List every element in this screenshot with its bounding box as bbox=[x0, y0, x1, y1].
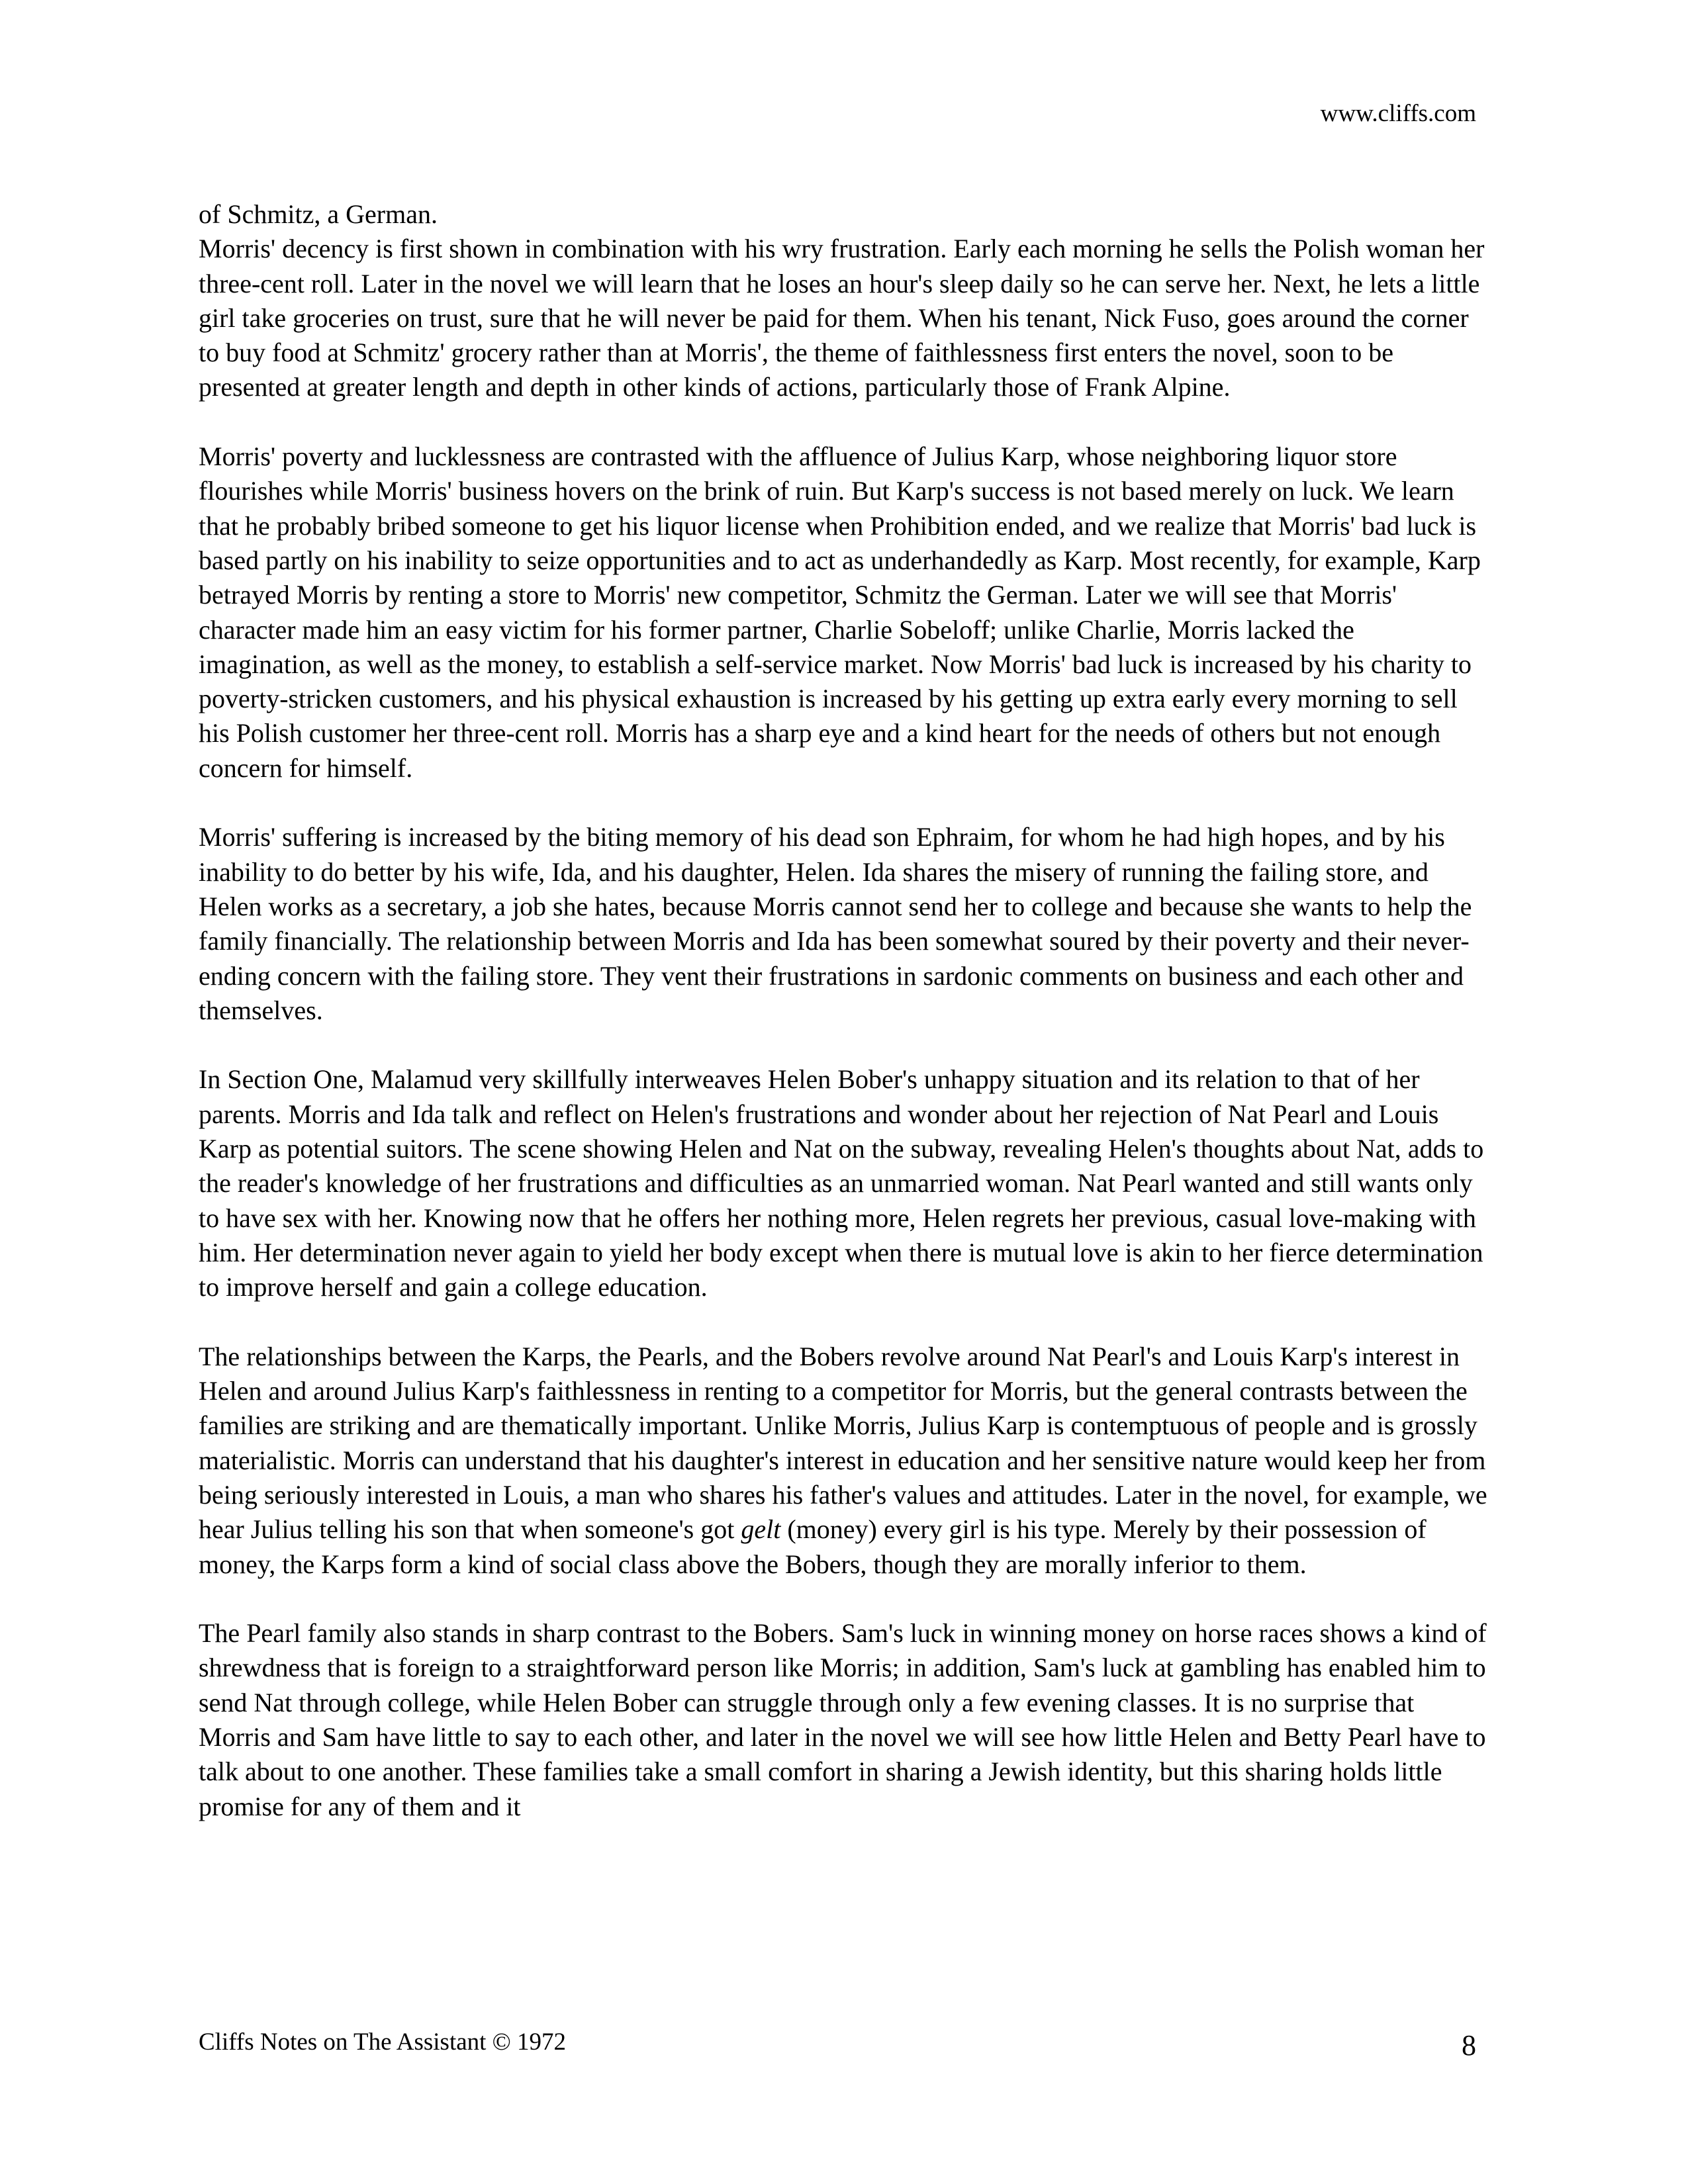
italic-word-gelt: gelt bbox=[741, 1514, 781, 1545]
paragraph-relationships-part-2: (money) every girl is his type. Merely by their possession of money, the Karps form a kind of social class above the Bobers, though they are morally inferior to them. bbox=[199, 1514, 1427, 1579]
paragraph-relationships bbox=[199, 1340, 1489, 1582]
paragraph-pearl-family: The Pearl family also stands in sharp contrast to the Bobers. Sam's luck in winning money on horse races shows a kind of shrewdness that is foreign to a straightforward person like Morris; in addition, Sam's luck at gambling has enabled him to send Nat through college, while Helen Bober can struggle through only a few evening classes. It is no surprise that Morris and Sam have little to say to each other, and later in the novel we will see how little Helen and Betty Pearl have to talk about to one another. These families take a small comfort in sharing a Jewish identity, but this sharing holds little promise for any of them and it bbox=[199, 1618, 1487, 1821]
paragraph-morris-suffering: Morris' suffering is increased by the biting memory of his dead son Ephraim, for whom he had high hopes, and by his inability to do better by his wife, Ida, and his daughter, Helen. Ida shares the misery of running the failing store, and Helen works as a secretary, a job she hates, because Morris cannot send her to college and because she wants to help the family financially. The relationship between Morris and Ida has been somewhat soured by their poverty and their never-ending concern with the failing store. They vent their frustrations in sardonic comments on business and each other and themselves. bbox=[199, 822, 1472, 1025]
paragraph-relationships-part-1: The relationships between the Karps, the Pearls, and the Bobers revolve around Nat Pearl's and Louis Karp's interest in Helen and around Julius Karp's faithlessness in renting to a competitor for Morris, but the general contrasts between the families are striking and are thematically important. Unlike Morris, Julius Karp is contemptuous of people and is grossly materialistic. Morris can understand that his daughter's interest in education and her sensitive nature would keep her from being seriously interested in Louis, a man who shares his father's values and attitudes. Later in the novel, for example, we hear Julius telling his son that when someone's got bbox=[199, 1341, 1487, 1545]
paragraph-continuation: of Schmitz, a German. bbox=[199, 199, 438, 229]
body-text bbox=[199, 197, 1489, 1824]
footer-source: Cliffs Notes on The Assistant © 1972 bbox=[199, 2028, 567, 2056]
page-number: 8 bbox=[1462, 2029, 1476, 2062]
paragraph-morris-poverty: Morris' poverty and lucklessness are contrasted with the affluence of Julius Karp, whose neighboring liquor store flourishes while Morris' business hovers on the brink of ruin. But Karp's success is not based merely on luck. We learn that he probably bribed someone to get his liquor license when Prohibition ended, and we realize that Morris' bad luck is based partly on his inability to seize opportunities and to act as underhandedly as Karp. Most recently, for example, Karp betrayed Morris by renting a store to Morris' new competitor, Schmitz the German. Later we will see that Morris' character made him an easy victim for his former partner, Charlie Sobeloff; unlike Charlie, Morris lacked the imagination, as well as the money, to establish a self-service market. Now Morris' bad luck is increased by his charity to poverty-stricken customers, and his physical exhaustion is increased by his getting up extra early every morning to sell his Polish customer her three-cent roll. Morris has a sharp eye and a kind heart for the needs of others but not enough concern for himself. bbox=[199, 441, 1481, 783]
paragraph-morris-decency: Morris' decency is first shown in combination with his wry frustration. Early each morning he sells the Polish woman her three-cent roll. Later in the novel we will learn that he loses an hour's sleep daily so he can serve her. Next, he lets a little girl take groceries on trust, sure that he will never be paid for them. When his tenant, Nick Fuso, goes around the corner to buy food at Schmitz' grocery rather than at Morris', the theme of faithlessness first enters the novel, soon to be presented at greater length and depth in other kinds of actions, particularly those of Frank Alpine. bbox=[199, 234, 1485, 402]
header-url: www.cliffs.com bbox=[1320, 100, 1476, 127]
paragraph-section-one: In Section One, Malamud very skillfully interweaves Helen Bober's unhappy situation and its relation to that of her parents. Morris and Ida talk and reflect on Helen's frustrations and wonder about her rejection of Nat Pearl and Louis Karp as potential suitors. The scene showing Helen and Nat on the subway, revealing Helen's thoughts about Nat, adds to the reader's knowledge of her frustrations and difficulties as an unmarried woman. Nat Pearl wanted and still wants only to have sex with her. Knowing now that he offers her nothing more, Helen regrets her previous, casual love-making with him. Her determination never again to yield her body except when there is mutual love is akin to her fierce determination to improve herself and gain a college education. bbox=[199, 1064, 1484, 1302]
